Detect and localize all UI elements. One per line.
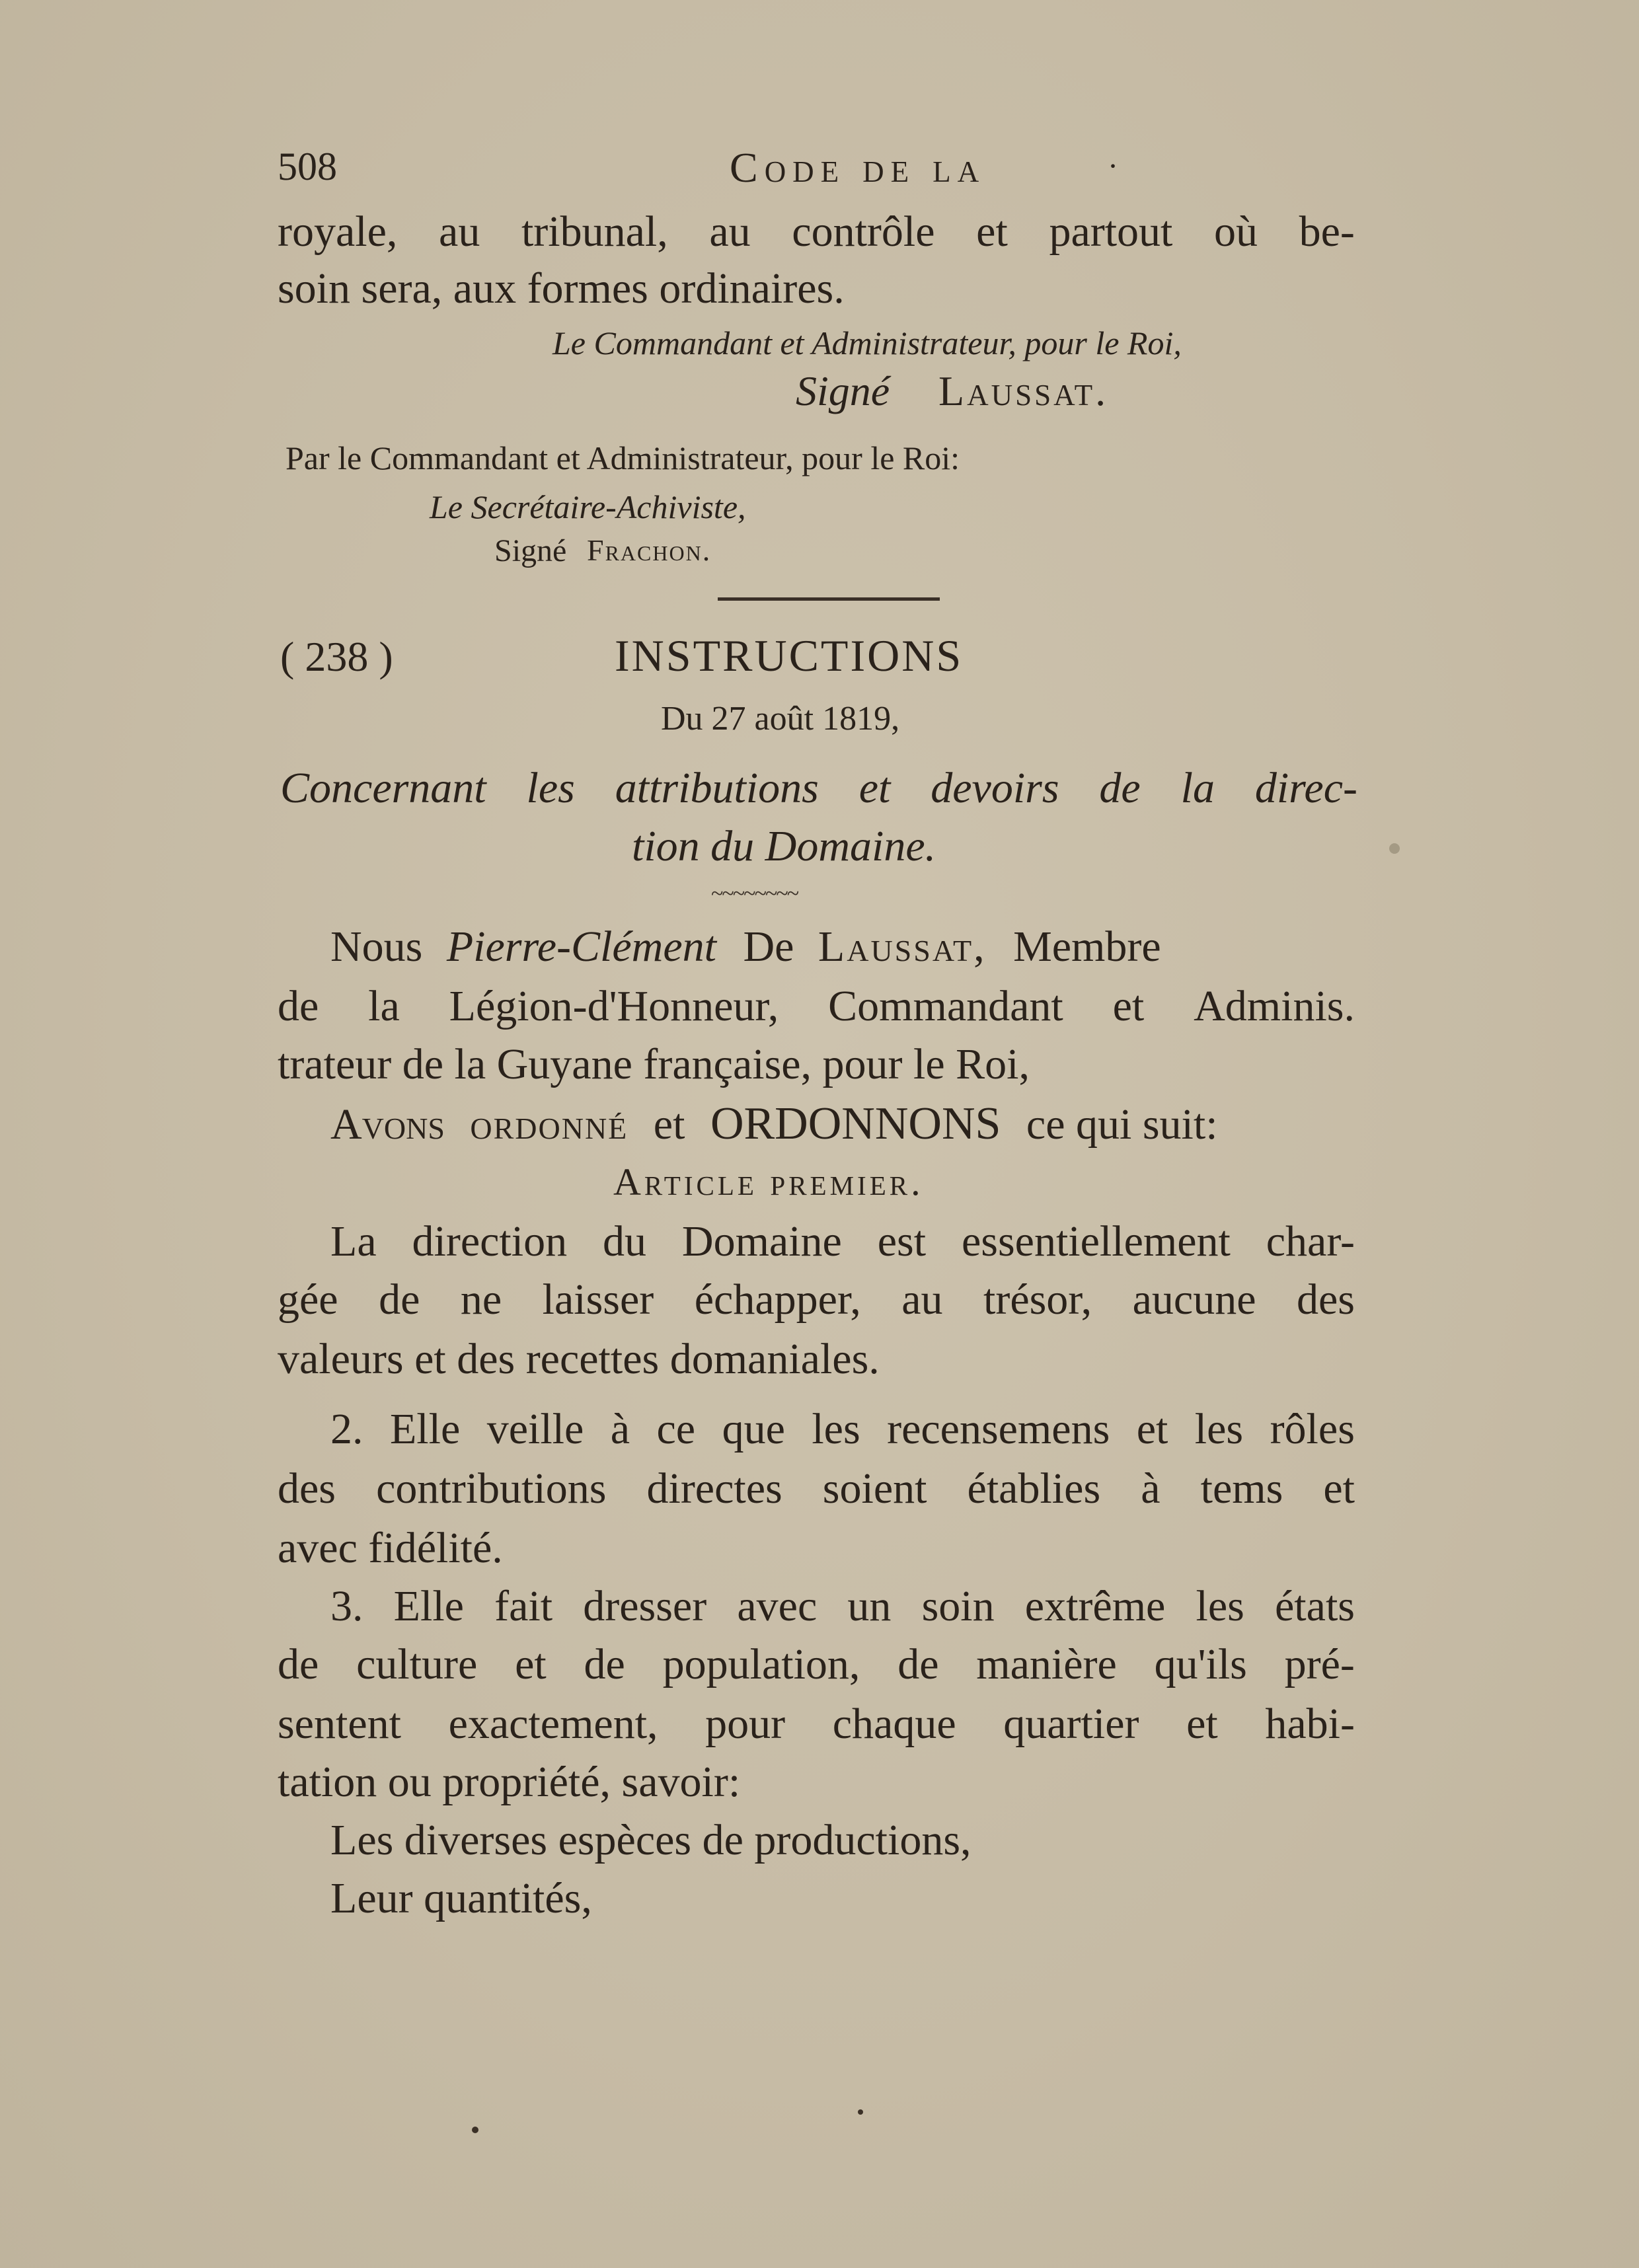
header-dot: · [1108,149,1118,184]
intro-line-2: soin sera, aux formes ordinaires. [278,264,845,313]
section-separator-rule [718,597,940,601]
article-1-line-2: gée de ne laisser échapper, au trésor, aucune des [278,1275,1355,1324]
preamble-membre: Membre [1013,923,1161,971]
article-3-line-6: Leur quantités, [330,1874,592,1922]
preamble-et: et [653,1100,685,1149]
paper-speck [472,2127,478,2133]
preamble-avons: Avons [330,1100,445,1149]
article-1-line-3: valeurs et des recettes domaniales. [278,1335,880,1383]
page-number: 508 [278,145,337,188]
article-3-line-2: de culture et de population, de manière qu'ils pré- [278,1640,1355,1688]
article-2-line-1: 2. Elle veille à ce que les recensemens et les rôles [330,1405,1355,1453]
intro-line-1: royale, au tribunal, au contrôle et partout où be- [278,208,1355,256]
article-2-line-2: des contributions directes soient établies à tems et [278,1464,1355,1513]
preamble-de: De [743,923,794,971]
preamble-nous: Nous [330,923,423,971]
preamble-ordonne: ordonné [470,1100,629,1149]
signature-name: Laussat. [938,367,1109,414]
paper-speck [858,2109,863,2115]
section-date: Du 27 août 1819, [661,700,900,737]
preamble-line-3: trateur de la Guyane française, pour le Roi, [278,1040,1030,1088]
section-subtitle-line-1: Concernant les attributions et devoirs de la direc- [280,764,1357,812]
article-2-line-3: avec fidélité. [278,1524,503,1572]
article-heading: Article premier. [613,1160,924,1203]
countersign-signe-label: Signé [494,533,567,568]
preamble-line-1 [330,925,1161,969]
article-1-line-1: La direction du Domaine est essentiellement char- [330,1217,1355,1266]
signature-title: Le Commandant et Administrateur, pour le Roi, [553,324,1182,361]
preamble-surname: Laussat, [818,923,987,971]
preamble-given-name: Pierre-Clément [446,923,716,971]
article-3-line-5: Les diverses espèces de productions, [330,1816,972,1864]
article-3-line-3: sentent exactement, pour chaque quartier et habi- [278,1700,1355,1748]
preamble-ordonnons: ORDONNONS [710,1098,1001,1149]
section-subtitle-line-2: tion du Domaine. [632,822,936,870]
preamble-line-2: de la Légion-d'Honneur, Commandant et Adminis. [278,982,1355,1030]
article-3-line-4: tation ou propriété, savoir: [278,1758,741,1806]
signature-signe-label: Signé [796,367,890,414]
countersign-line-1: Par le Commandant et Administrateur, pour le Roi: [286,439,960,476]
paper-speck [1389,843,1400,854]
countersign-name: Frachon. [587,533,712,567]
article-3-line-1: 3. Elle fait dresser avec un soin extrême les états [330,1582,1355,1630]
running-title: Code de la [730,144,986,191]
section-title: INSTRUCTIONS [615,630,964,681]
preamble-line-4 [330,1098,1218,1149]
section-number: ( 238 ) [280,633,393,680]
section-ornament: ~~~~~~~~ [711,882,798,906]
countersign-line-2: Le Secrétaire-Achiviste, [430,488,746,525]
preamble-ce-qui-suit: ce qui suit: [1026,1100,1218,1149]
